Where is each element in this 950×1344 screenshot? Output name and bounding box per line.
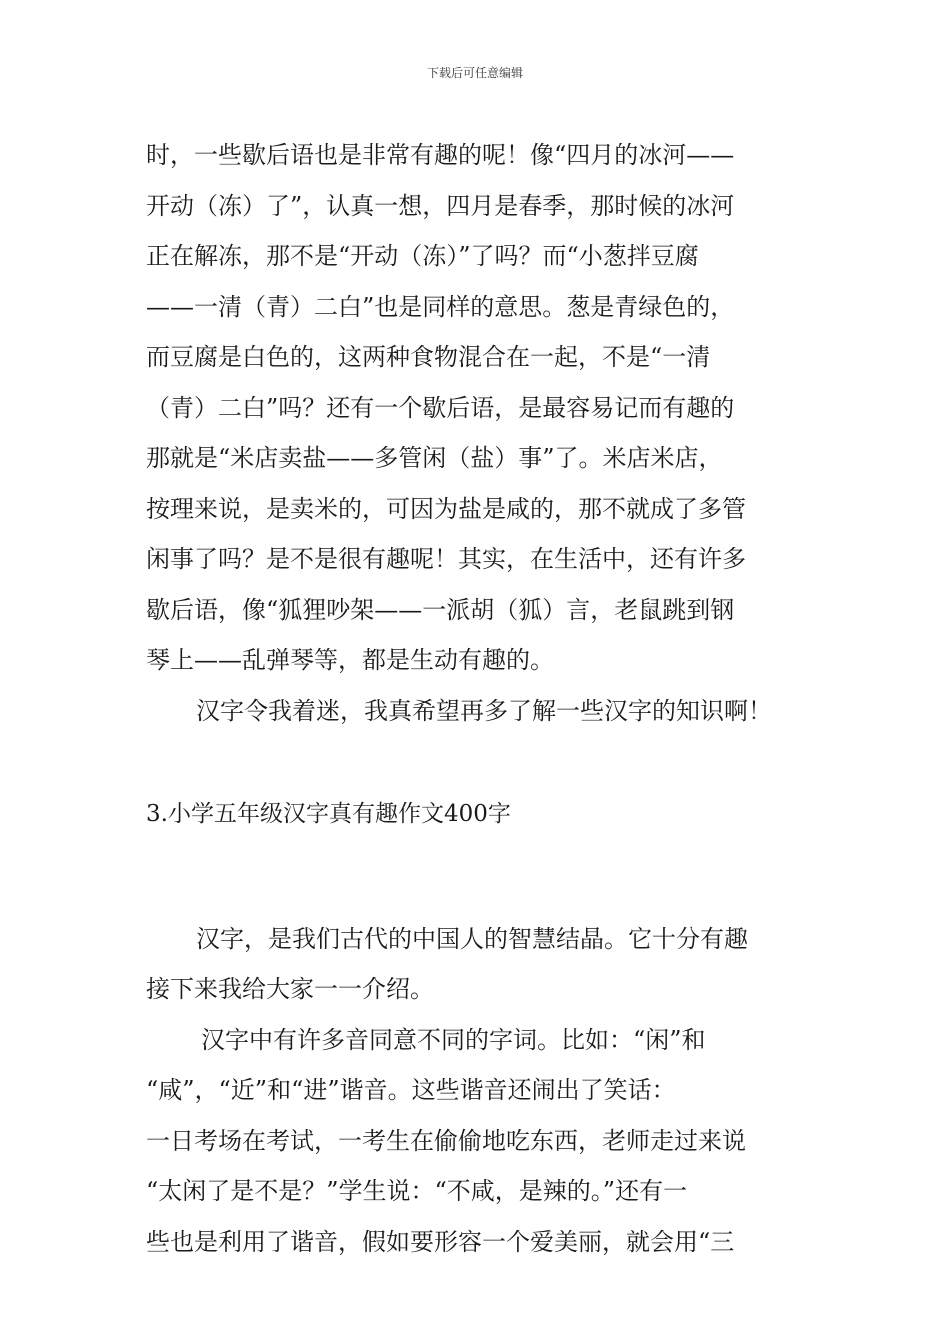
text-line: 琴上——乱弹琴等，都是生动有趣的。	[146, 646, 554, 674]
document-body	[146, 130, 810, 1267]
text-line: 些也是利用了谐音，假如要形容一个爱美丽，就会用“三	[146, 1227, 735, 1256]
text-line: “太闲了是不是？”学生说：“不咸，是辣的。”还有一	[146, 1177, 688, 1205]
text-line: ——一清（青）二白”也是同样的意思。葱是青绿色的，	[146, 292, 735, 321]
paragraph-first-line: 汉字，是我们古代的中国人的智慧结晶。它十分有趣	[196, 924, 748, 953]
page-header: 下载后可任意编辑	[426, 66, 523, 80]
text-line: 闲事了吗？是不是很有趣呢！其实，在生活中，还有许多	[146, 545, 746, 573]
essay-section	[146, 914, 810, 1268]
text-line: 歇后语，像“狐狸吵架——一派胡（狐）言，老鼠跳到钢	[146, 595, 735, 624]
text-line: 按理来说，是卖米的，可因为盐是咸的，那不就成了多管	[146, 494, 746, 523]
text-line: 正在解冻，那不是“开动（冻）”了吗？而“小葱拌豆腐	[146, 242, 699, 270]
text-line: （青）二白”吗？还有一个歇后语，是最容易记而有趣的	[146, 393, 735, 422]
text-line: 一日考场在考试，一考生在偷偷地吃东西，老师走过来说	[146, 1126, 746, 1155]
text-line: 接下来我给大家一一介绍。	[146, 975, 434, 1003]
text-line: 而豆腐是白色的，这两种食物混合在一起，不是“一清	[146, 343, 711, 371]
closing-paragraph: 汉字令我着迷，我真希望再多了解一些汉字的知识啊！	[196, 696, 772, 725]
text-line: 时，一些歇后语也是非常有趣的呢！像“四月的冰河——	[146, 141, 735, 169]
text-line: 那就是“米店卖盐——多管闲（盐）事”了。米店米店，	[146, 444, 723, 472]
paragraph-first-line: 汉字中有许多音同意不同的字词。比如：“闲”和	[201, 1025, 706, 1054]
section-heading: 3.小学五年级汉字真有趣作文400字	[146, 801, 511, 827]
essay-section-continued	[146, 130, 810, 736]
text-line: 开动（冻）了”，认真一想，四月是春季，那时候的冰河	[146, 191, 735, 220]
text-line: “咸”，“近”和“进”谐音。这些谐音还闹出了笑话：	[146, 1076, 676, 1104]
